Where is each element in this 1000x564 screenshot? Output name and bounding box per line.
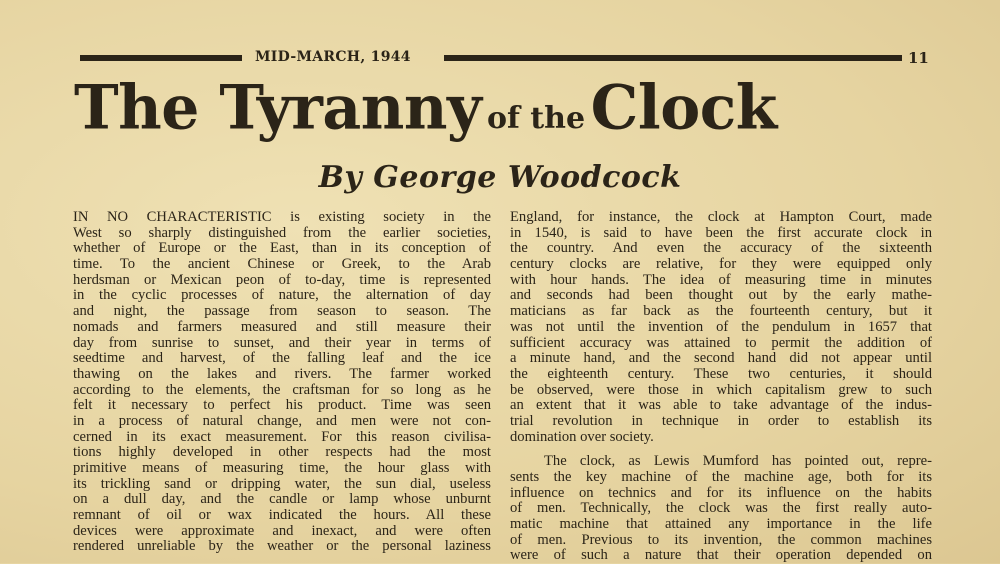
text-line: sents the key machine of the machine age, both for its (510, 469, 932, 485)
text-line: whether of Europe or the East, than in its conception of (73, 240, 491, 257)
text-line: seedtime and harvest, of the falling leaf and the ice (73, 350, 491, 367)
left-column (73, 210, 491, 555)
text-line: domination over society. (510, 428, 654, 445)
text-line: on a dull day, and the candle or lamp whose unburnt (73, 491, 491, 508)
text-line: maticians as far back as the fourteenth century, but it (510, 303, 932, 320)
text-line: in 1540, is said to have been the first accurate clock in (510, 224, 932, 241)
text-line: England, for instance, the clock at Hampton Court, made (510, 209, 932, 225)
text-line: century clocks are relative, for they were equipped only (510, 256, 932, 273)
text-line: trial revolution in technique in order to establish its (510, 412, 932, 429)
text-line: thawing on the lakes and rivers. The farmer worked (73, 365, 491, 382)
text-line: influence on technics and for its influence on the habits (510, 484, 932, 501)
issue-date: MID-MARCH, 1944 (255, 49, 411, 65)
text-line: nomads and farmers measured and still measure their (73, 318, 491, 335)
text-line: the country. And even the accuracy of the sixteenth (510, 240, 932, 257)
article-byline: By George Woodcock (318, 160, 682, 195)
text-line: devices were approximate and inexact, and were often (73, 522, 491, 539)
text-line: time. To the ancient Chinese or Greek, to the Arab (73, 256, 491, 273)
text-line: tions highly developed in other respects had the most (73, 444, 491, 461)
page-header (0, 49, 1000, 69)
text-line: were of such a nature that their operation depended on (510, 547, 932, 564)
text-line: IN NO CHARACTERISTIC is existing society in the (73, 209, 491, 225)
article-title (74, 72, 934, 144)
text-line: a minute hand, and the second hand did not appear until (510, 350, 932, 367)
text-line: an extent that it was able to take advantage of the indus- (510, 397, 932, 414)
text-line: according to the elements, the craftsman for so long as he (73, 381, 491, 398)
text-line: The clock, as Lewis Mumford has pointed out, repre- (544, 453, 932, 470)
page-number: 11 (908, 49, 929, 67)
text-line: day from sunrise to sunset, and their year in terms of (73, 334, 491, 351)
text-line: felt it necessary to perfect his product. Time was seen (73, 397, 491, 414)
text-line: matic machine that attained any importance in the life (510, 516, 932, 533)
text-line: was not until the invention of the pendulum in 1657 that (510, 318, 932, 335)
text-line: cerned in its exact measurement. For this reason civilisa- (73, 428, 491, 445)
header-rule-left (80, 55, 242, 61)
right-column (510, 210, 932, 564)
text-line: in the cyclic processes of nature, the alternation of day (73, 287, 491, 304)
text-line: primitive means of measuring time, the hour glass with (73, 460, 491, 476)
text-line: of men. Technically, the clock was the first really auto- (510, 500, 932, 517)
title-part-3: Clock (590, 72, 777, 144)
text-line: its trickling sand or dripping water, the sun dial, useless (73, 475, 491, 492)
text-line: in a process of natural change, and men were not con- (73, 412, 491, 429)
text-line: sufficient accuracy was attained to permit the addition of (510, 334, 932, 351)
text-line: be observed, were those in which capitalism grew to such (510, 381, 932, 398)
text-line: with hour hands. The idea of measuring time in minutes (510, 271, 932, 288)
text-line: herdsman or Mexican peon of to-day, time is represented (73, 271, 491, 288)
text-line: rendered unreliable by the weather or the personal laziness (73, 538, 491, 555)
text-line: the eighteenth century. These two centuries, it should (510, 365, 932, 382)
text-line: West so sharply distinguished from the earlier societies, (73, 224, 491, 241)
title-part-2: of the (486, 101, 586, 136)
text-line: and night, the passage from season to season. The (73, 303, 491, 320)
text-line: of men. Previous to its invention, the common machines (510, 531, 932, 548)
text-line: and seconds had been thought out by the early mathe- (510, 287, 932, 304)
title-part-1: The Tyranny (74, 72, 482, 144)
header-rule-right (444, 55, 902, 61)
text-line: remnant of oil or wax indicated the hours. All these (73, 507, 491, 524)
